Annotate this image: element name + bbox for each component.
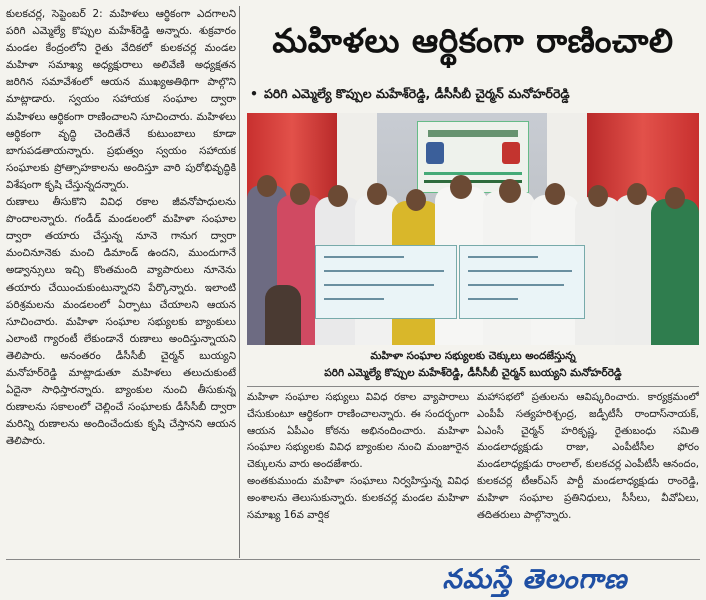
person-6-head xyxy=(450,175,472,199)
person-foreground xyxy=(265,285,301,345)
person-2-head xyxy=(290,183,310,205)
middle-paragraph-1: మహిళా సంఘాల సభ్యులు వివిధ రకాల వ్యాపారాలు చేసుకుంటూ ఆర్థికంగా రాణించాలన్నారు. ఈ సందర్భంగా ఆయన ఏపీఎం కోఠను అభినందించారు. మహిళా సంఘాల సభ్యులకు వివిధ బ్యాంకుల నుంచి మంజూరైన చెక్కులను వారు అందజేశారు. xyxy=(247,392,469,471)
banner-title-line xyxy=(428,130,518,137)
left-paragraph-1: కులకచర్ల, సెప్టెంబర్ 2: మహిళలు ఆర్థికంగా ఎదగాలని పరిగి ఎమ్మెల్యే కొప్పుల మహేశ్‌రెడ్డి అన్నారు. శుక్రవారం మండల కేంద్రంలోని రైతు వేదికలో కులకచర్ల మండల మహిళా సమాఖ్య అధ్యక్షురాలు అలివేణి అధ్యక్షతన జరిగిన సమావేశంలో ఆయన ముఖ్యఅతిథిగా పాల్గొని మాట్లాడారు. స్వయం సహాయక సంఘాల ద్వారా మహిళలు ఆర్థికంగా రాణించాలని సూచించారు. మహిళలు ఆర్థికంగా వృద్ధి చెందితేనే కుటుంబాలు కూడా బాగుపడతాయన్నారు. ప్రభుత్వం స్వయం సహాయక సంఘాలకు ప్రోత్సాహకాలను అందిస్తూ వారి పురోభివృద్ధికి విశేషంగా కృషి చేస్తున్నదన్నారు. xyxy=(6,8,236,191)
middle-paragraph-2: అంతకుముందు మహిళా సంఘాలు నిర్వహిస్తున్న వివిధ అంశాలను తెలుసుకున్నారు. కులకచర్ల మండల మహిళా సమాఖ్య 16వ వార్షిక xyxy=(247,475,469,521)
photo-caption xyxy=(247,348,699,384)
person-3-head xyxy=(328,185,348,207)
person-11-head xyxy=(665,187,685,209)
caption-rule xyxy=(247,386,699,387)
subheadline xyxy=(250,84,700,104)
caption-line-2: పరిగి ఎమ్మెల్యే కొప్పుల మహేశ్‌రెడ్డి, డీసీసీబీ చైర్మన్ బుయ్యని మనోహర్‌రెడ్డి xyxy=(324,367,622,379)
headline: మహిళలు ఆర్థికంగా రాణించాలి xyxy=(272,21,674,60)
right-paragraph-1: మహాసభలో ప్రతులను ఆవిష్కరించారు. కార్యక్రమంలో ఎంపీపీ సత్యహరిశ్చంద్ర, జడ్పీటీసీ రాందాస్‌నాయక్, ఏఎంసీ చైర్మన్ హరికృష్ణ, రైతుబంధు సమితి మండలాధ్యక్షుడు రాజు, ఎంపీటీసీల ఫోరం మండలాధ్యక్షుడు రాంలాల్, కులకచర్ల ఎంపీటీసీ ఆనందం, కులకచర్ల టీఆర్ఎస్ పార్టీ మండలాధ్యక్షుడు రాంరెడ్డి, మహిళా సంఘాల ప్రతినిధులు, సీసీలు, వీవోఏలు, తదితరులు పాల్గొన్నారు. xyxy=(477,392,699,521)
person-8-head xyxy=(545,183,565,205)
person-10-head xyxy=(627,183,647,205)
cheque-right xyxy=(459,245,585,319)
person-11 xyxy=(651,199,699,345)
footer-rule xyxy=(6,559,700,560)
left-column xyxy=(6,6,236,556)
person-1-head xyxy=(257,175,277,197)
subhead-text: పరిగి ఎమ్మెల్యే కొప్పుల మహేశ్‌రెడ్డి, డీసీసీబీ చైర్మన్ మనోహర్‌రెడ్డి xyxy=(264,86,570,101)
banner-logo-right xyxy=(502,142,520,164)
right-column xyxy=(477,390,699,558)
person-5-head xyxy=(406,189,426,211)
person-4-head xyxy=(367,183,387,205)
caption-line-1: మహిళా సంఘాల సభ్యులకు చెక్కులు అందజేస్తున్న xyxy=(370,350,576,362)
cheque-left xyxy=(315,245,457,319)
person-7-head xyxy=(499,179,521,203)
banner-stripe xyxy=(424,172,522,175)
left-paragraph-2: రుణాలు తీసుకొని వివిధ రకాల జీవనోపాధులను పొందాలన్నారు. గండీడ్ మండలంలో మహిళా సంఘాల ద్వారా తయారు చేస్తున్న నూనె గానుగ ద్వారా మంచినూనెకు మంచి డిమాండ్ ఉందని, ముందుగానే అడ్వాన్సులు ఇచ్చి కొంతమంది వ్యాపారులు నూనెను తయారు చేయించుకుంటున్నారని పేర్కొన్నారు. ఇలాంటి పరిశ్రమలను మండలంలో ఏర్పాటు చేయాలని ఆయన సూచించారు. మహిళా సంఘాల సభ్యులకు బ్యాంకులు ఎలాంటి గ్యారంటీ లేకుండానే రుణాలు అందిస్తున్నాయని తెలిపారు. అనంతరం డీసీసీబీ చైర్మన్ బుయ్యని మనోహర్‌రెడ్డి మాట్లాడుతూ మహిళలు తలుచుకుంటే ఏదైనా సాధిస్తారన్నారు. బ్యాంకుల నుంచి తీసుకున్న రుణాలను సకాలంలో చెల్లించే సంఘాలకు డీసీసీబీ ద్వారా మరిన్ని రుణాలను అందించేందుకు కృషి చేస్తానని ఆయన తెలిపారు. xyxy=(6,196,236,448)
news-photo xyxy=(247,113,699,345)
newspaper-brand: నమస్తే తెలంగాణ xyxy=(442,564,628,595)
banner-logo-left xyxy=(426,142,444,164)
column-divider xyxy=(239,6,240,558)
person-9-head xyxy=(588,185,608,207)
middle-column xyxy=(247,390,469,558)
subhead-bullet: • xyxy=(250,86,258,101)
